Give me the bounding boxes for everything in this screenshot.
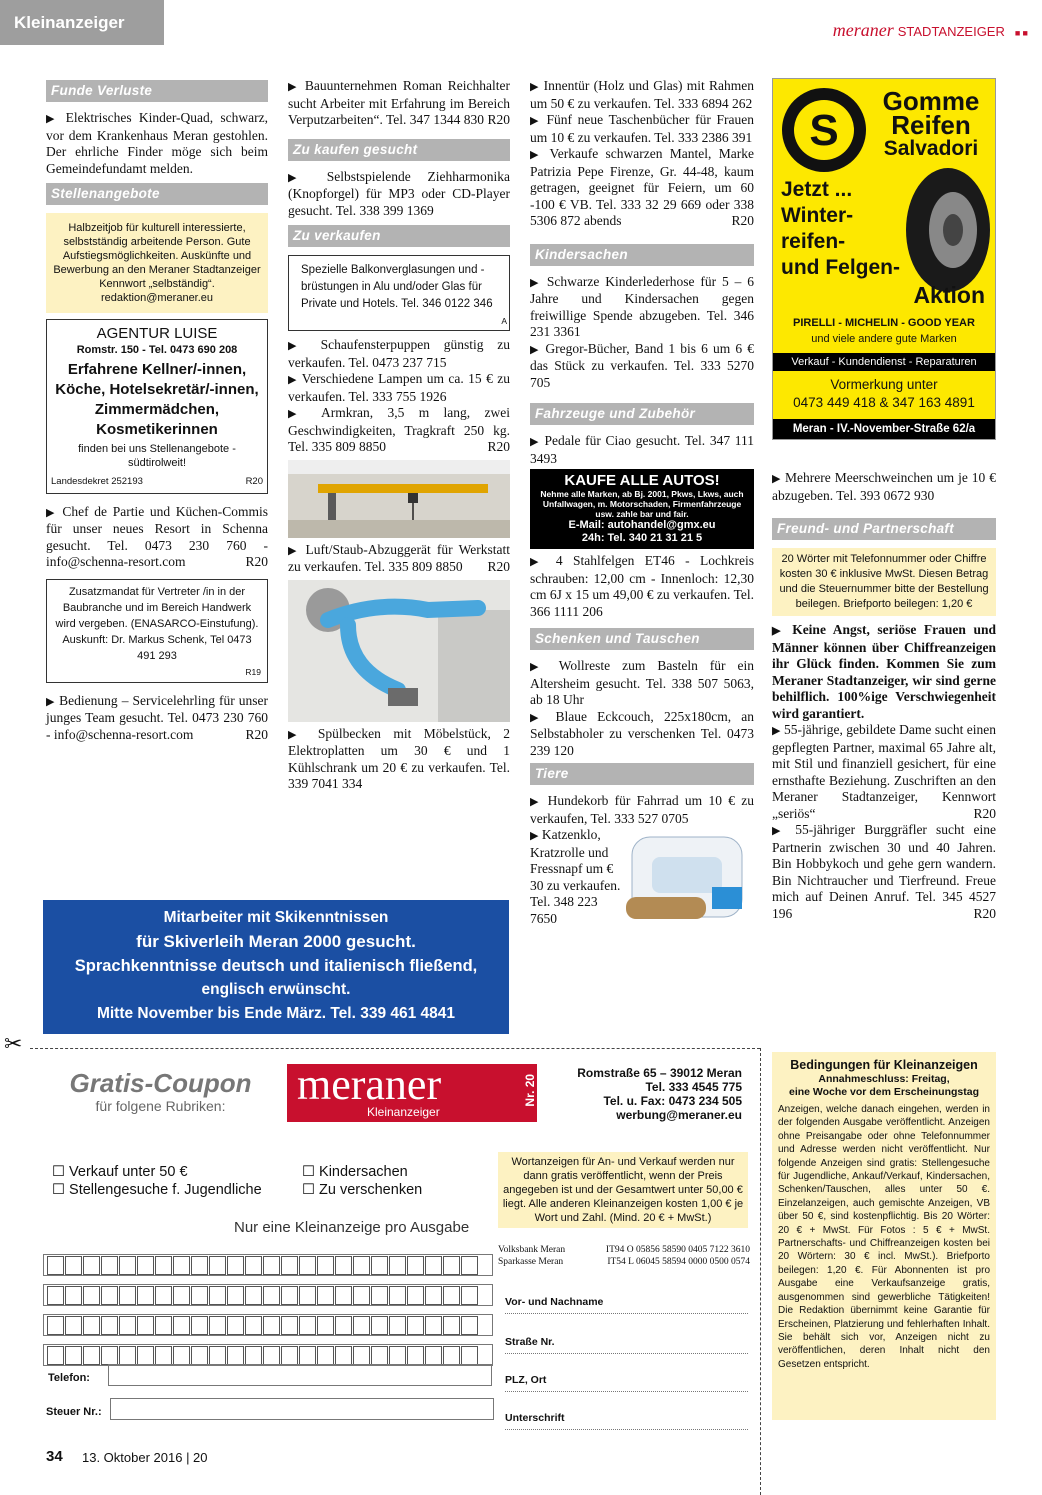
- letter-cell[interactable]: [47, 1346, 64, 1365]
- letter-cell[interactable]: [83, 1346, 100, 1365]
- ad-bauunternehmen: ▶ Bauunternehmen Roman Reichhalter sucht Arbeiter mit Erfahrung im Bereich Verputzarbeiten“. Tel. 347 1344 830 R20: [288, 78, 510, 127]
- letter-cell[interactable]: [245, 1286, 262, 1305]
- field-strasse[interactable]: Straße Nr.: [505, 1314, 748, 1354]
- letter-cell[interactable]: [407, 1286, 424, 1305]
- letter-cell[interactable]: [263, 1346, 280, 1365]
- address-fields: [505, 1282, 748, 1430]
- aktion: Aktion: [913, 282, 985, 308]
- banner-line3: Sprachkenntnisse deutsch und italienisch fließend,: [74, 957, 478, 975]
- letter-cell[interactable]: [209, 1346, 226, 1365]
- letter-cell[interactable]: [173, 1346, 190, 1365]
- banner-line4: englisch erwünscht.: [201, 981, 351, 998]
- letter-cell[interactable]: [137, 1286, 154, 1305]
- gomme-line3: Salvadori: [883, 137, 979, 160]
- ad-agentur-luise: [46, 319, 268, 494]
- letter-cell[interactable]: [227, 1316, 244, 1335]
- letter-cell[interactable]: [137, 1316, 154, 1335]
- letter-cell[interactable]: [425, 1286, 442, 1305]
- ad-text: Schwarze Kinderlederhose für 5 – 6 Jahre und Kindersachen gegen freiwillige Spende abzugeben. Tel. 346 231 3361: [530, 273, 754, 339]
- banner-line1: Mitarbeiter mit Skikenntnissen: [163, 909, 389, 926]
- letter-cell[interactable]: [425, 1316, 442, 1335]
- ad-kinder-quad: ▶ Elektrisches Kinder-Quad, schwarz, vor dem Krankenhaus Meran gestohlen. Der ehrliche Finder möge sich beim Gemeindefundamt melden.: [46, 110, 268, 176]
- bank2-name: Sparkasse Meran: [498, 1257, 564, 1267]
- ad-text: Selbstspielende Ziehharmonika (Knopforgel) für MP3 oder CD-Player gesucht. Tel. 338 399 1369: [288, 168, 510, 218]
- vormerkung: Vormerkung unter: [830, 377, 938, 392]
- letter-cell[interactable]: [191, 1346, 208, 1365]
- ad-vertreter: [46, 579, 268, 683]
- ad-text: Fünf neue Taschenbücher für Frauen um 10 € zu verkaufen. Tel. 333 2386 391: [530, 112, 754, 145]
- ad-hundekorb: ▶ Hundekorb für Fahrrad um 10 € zu verkaufen, Tel. 333 527 0705: [530, 793, 754, 826]
- column-4: [772, 470, 996, 922]
- steuer-label: Steuer Nr.:: [46, 1406, 102, 1418]
- letter-cell[interactable]: [317, 1316, 334, 1335]
- ad-skiverleih-banner: [43, 900, 509, 1034]
- letter-cell[interactable]: [65, 1256, 82, 1275]
- letter-cell[interactable]: [245, 1346, 262, 1365]
- reifen: reifen-: [781, 230, 846, 253]
- ad-ref: R20: [973, 805, 996, 821]
- photo-abzuggeraet: [288, 580, 510, 722]
- letter-cell[interactable]: [371, 1316, 388, 1335]
- ad-kaufe-alle-autos: [530, 469, 754, 549]
- letter-cell[interactable]: [227, 1256, 244, 1275]
- letter-cell[interactable]: [389, 1256, 406, 1275]
- letter-cell[interactable]: [317, 1346, 334, 1365]
- armkran-image: [288, 460, 510, 538]
- bank-details: [498, 1244, 750, 1268]
- ad-text: Chef de Partie und Küchen-Commis für unser neues Resort in Schenna gesucht. Tel. 0473 230 760 - info@schenna-resort.com: [46, 503, 268, 569]
- addr2: Tel. 333 4545 775: [645, 1080, 742, 1094]
- letter-cell[interactable]: [443, 1286, 460, 1305]
- addr1: Romstraße 65 – 39012 Meran: [577, 1066, 742, 1080]
- letter-cell[interactable]: [389, 1316, 406, 1335]
- letter-cell[interactable]: [299, 1346, 316, 1365]
- letter-cell[interactable]: [155, 1316, 172, 1335]
- photo-armkran: [288, 460, 510, 538]
- luise-dekret: Landesdekret 252193: [51, 476, 143, 487]
- ad-eckcouch: ▶ Blaue Eckcouch, 225x180cm, an Selbstabholer zu verschenken Tel. 0473 239 120: [530, 708, 755, 758]
- letter-cell[interactable]: [155, 1346, 172, 1365]
- grid-row-1[interactable]: [43, 1254, 493, 1276]
- field-plz-ort[interactable]: PLZ, Ort: [505, 1354, 748, 1392]
- letter-cell[interactable]: [227, 1346, 244, 1365]
- ad-text: Bauunternehmen Roman Reichhalter sucht Arbeiter mit Erfahrung im Bereich Verputzarbeiten“. Tel. 347 1344 830: [288, 78, 510, 127]
- ad-text: Hundekorb für Fahrrad um 10 € zu verkaufen, Tel. 333 527 0705: [530, 793, 754, 826]
- letter-cell[interactable]: [101, 1346, 118, 1365]
- section-fahrzeuge: Fahrzeuge und Zubehör: [530, 403, 754, 425]
- ad-text: Luft/Staub-Abzuggerät für Werkstatt zu verkaufen. Tel. 335 809 8850: [288, 541, 511, 574]
- ad-katzenklo: ▶ Katzenklo, Kratzrolle und Fressnapf um € 30 zu verkaufen. Tel. 348 223 7650: [530, 827, 621, 926]
- conditions-title: Bedingungen für Kleinanzeigen: [790, 1058, 978, 1072]
- cut-line-v: [760, 1048, 761, 1495]
- letter-cell[interactable]: [173, 1286, 190, 1305]
- winter-text: [781, 177, 900, 281]
- section-stellenangebote: Stellenangebote: [46, 183, 268, 205]
- letter-cell[interactable]: [461, 1346, 478, 1365]
- section-tiere: Tiere: [530, 763, 754, 785]
- ad-ziehharmonika: ▶ Selbstspielende Ziehharmonika (Knopforgel) für MP3 oder CD-Player gesucht. Tel. 338 399 1369: [288, 168, 510, 218]
- letter-cell[interactable]: [281, 1256, 298, 1275]
- letter-cell[interactable]: [209, 1286, 226, 1305]
- letter-cell[interactable]: [47, 1256, 64, 1275]
- ad-text: 55-jährige, gebildete Dame sucht einen gepflegten Partner, maximal 65 Jahre alt, mit Stil und finanziell gesichert, für eine ernsthafte Beziehung. Zuschriften an den Meraner Stadtanzeiger, Kennwort „seriös“: [772, 722, 997, 821]
- coupon-heading: [48, 1068, 273, 1115]
- ad-gregor: ▶ Gregor-Bücher, Band 1 bis 6 um 6 € das Stück zu verkaufen. Tel. 333 5270 705: [530, 340, 754, 390]
- logo-text: meraner: [297, 1060, 442, 1109]
- steuer-field[interactable]: [110, 1398, 494, 1420]
- coupon-text-grid: [43, 1254, 493, 1366]
- section-zu-verkaufen: Zu verkaufen: [288, 225, 510, 247]
- ad-text: Pedale für Ciao gesucht. Tel. 347 111 3493: [530, 433, 755, 466]
- ad-armkran: ▶ Armkran, 3,5 m lang, zwei Geschwindigkeiten, Tragkraft 250 kg. Tel. 335 809 8850 R20: [288, 405, 510, 454]
- ad-ref: R20: [487, 439, 510, 454]
- brand-suffix: STADTANZEIGER: [897, 24, 1005, 39]
- letter-cell[interactable]: [335, 1256, 352, 1275]
- luise-headline: Erfahrene Kellner/-innen, Köche, Hotelsekretär/-innen, Zimmermädchen, Kosmetikerinnen: [55, 361, 259, 438]
- letter-cell[interactable]: [137, 1256, 154, 1275]
- ad-halbzeitjob: Halbzeitjob für kulturell interessierte, selbstständig arbeitende Person. Gute Aufstiegsmöglichkeiten. Auskünfte und Bewerbung an den Meraner Stadtanzeiger Kennwort „selbständig“. redaktion@meraner.eu: [46, 213, 268, 313]
- meraner-logo: [287, 1060, 538, 1122]
- ad-bedienung: ▶ Bedienung – Servicelehrling für unser junges Team gesucht. Tel. 0473 230 760 - info@schenna-resort.com R20: [46, 692, 268, 742]
- tire-icon: [903, 165, 993, 295]
- letter-cell[interactable]: [299, 1286, 316, 1305]
- bank2: [498, 1256, 750, 1268]
- ad-ref: R20: [245, 726, 268, 742]
- letter-cell[interactable]: [101, 1316, 118, 1335]
- ad-abzuggeraet: ▶ Luft/Staub-Abzuggerät für Werkstatt zu verkaufen. Tel. 335 809 8850 R20: [288, 541, 511, 574]
- section-freund-partnerschaft: Freund- und Partnerschaft: [772, 518, 996, 540]
- letter-cell[interactable]: [209, 1316, 226, 1335]
- ad-text: Mehrere Meerschweinchen um je 10 € abzugeben. Tel. 393 0672 930: [772, 470, 996, 503]
- autos-tel: 24h: Tel. 340 21 31 21 5: [581, 532, 703, 544]
- letter-cell[interactable]: [83, 1286, 100, 1305]
- letter-cell[interactable]: [263, 1316, 280, 1335]
- letter-cell[interactable]: [461, 1256, 478, 1275]
- gomme-line2: Reifen: [891, 110, 971, 140]
- letter-cell[interactable]: [155, 1256, 172, 1275]
- ad-meerschweinchen: ▶ Mehrere Meerschweinchen um je 10 € abzugeben. Tel. 393 0672 930: [772, 470, 996, 503]
- letter-cell[interactable]: [263, 1286, 280, 1305]
- letter-cell[interactable]: [353, 1256, 370, 1275]
- luise-title: AGENTUR LUISE: [96, 325, 218, 342]
- ad-text: Blaue Eckcouch, 225x180cm, an Selbstabholer zu verschenken Tel. 0473 239 120: [530, 708, 755, 758]
- letter-cell[interactable]: [443, 1346, 460, 1365]
- letter-cell[interactable]: [353, 1346, 370, 1365]
- letter-cell[interactable]: [407, 1346, 424, 1365]
- letter-cell[interactable]: [119, 1256, 136, 1275]
- ad-text: Elektrisches Kinder-Quad, schwarz, vor dem Krankenhaus Meran gestohlen. Der ehrliche Finder möge sich beim Gemeindefundamt melden.: [46, 110, 268, 176]
- letter-cell[interactable]: [119, 1286, 136, 1305]
- letter-cell[interactable]: [299, 1256, 316, 1275]
- letter-cell[interactable]: [263, 1256, 280, 1275]
- ad-balkon: [288, 255, 510, 331]
- ad-ref: R20: [487, 112, 510, 127]
- ad-text: Verschiedene Lampen um ca. 15 € zu verkaufen. Tel. 333 755 1926: [288, 371, 511, 404]
- conditions-sub2: eine Woche vor dem Erscheinungstag: [788, 1086, 980, 1098]
- letter-cell[interactable]: [281, 1286, 298, 1305]
- salvadori-logo-icon: [779, 85, 869, 175]
- option-stellengesuche[interactable]: ☐ Stellengesuche f. Jugendliche: [52, 1182, 262, 1198]
- tire-brands2: und viele andere gute Marken: [811, 333, 957, 345]
- banner-line5: Mitte November bis Ende März. Tel. 339 461 4841: [96, 1005, 456, 1022]
- ad-text: Katzenklo, Kratzrolle und Fressnapf um € 30 zu verkaufen. Tel. 348 223 7650: [530, 827, 621, 926]
- tire-service: Verkauf - Kundendienst - Reparaturen: [773, 353, 995, 371]
- luise-ref: R20: [245, 476, 263, 487]
- coupon-options-left: [52, 1163, 262, 1199]
- column-3: [530, 78, 754, 927]
- letter-cell[interactable]: [299, 1316, 316, 1335]
- letter-cell[interactable]: [47, 1316, 64, 1335]
- column-1: [46, 78, 268, 743]
- ad-text: Bedienung – Servicelehrling für unser junges Team gesucht. Tel. 0473 230 760 - info@schenna-resort.com: [46, 692, 268, 742]
- option-verkauf[interactable]: ☐ Verkauf unter 50 €: [52, 1164, 188, 1180]
- issue-date: 13. Oktober 2016 | 20: [82, 1450, 208, 1465]
- letter-cell[interactable]: [335, 1316, 352, 1335]
- letter-cell[interactable]: [245, 1256, 262, 1275]
- letter-cell[interactable]: [353, 1286, 370, 1305]
- letter-cell[interactable]: [425, 1346, 442, 1365]
- gomme-line1: Gomme: [882, 86, 980, 116]
- letter-cell[interactable]: [155, 1286, 172, 1305]
- svg-text:S: S: [809, 106, 839, 155]
- letter-cell[interactable]: [443, 1256, 460, 1275]
- conditions-sub1: Annahmeschluss: Freitag,: [818, 1073, 950, 1085]
- section-zu-kaufen-gesucht: Zu kaufen gesucht: [288, 139, 510, 161]
- scissors-icon: ✂: [4, 1031, 23, 1056]
- letter-cell[interactable]: [209, 1256, 226, 1275]
- letter-cell[interactable]: [191, 1316, 208, 1335]
- brand-marks: ■ ■: [1014, 28, 1028, 38]
- brand-header: [833, 22, 1028, 42]
- coupon-options-right: [302, 1163, 422, 1199]
- bank2-iban: IT54 L 06045 58594 0000 0500 0574: [607, 1257, 750, 1267]
- banner-line2: für Skiverleih Meran 2000 gesucht.: [136, 932, 416, 951]
- field-name[interactable]: Vor- und Nachname: [505, 1282, 748, 1314]
- coupon-title: Gratis-Coupon: [69, 1068, 252, 1098]
- ad-text: 55-jähriger Burggräfler sucht eine Partnerin zwischen 30 und 40 Jahren. Bin Hobbykoch und gehe gern wandern. Bin Nichtraucher und Tierfreund. Freue mich auf Deinen Anruf. Tel. 345 4527 196: [772, 822, 996, 921]
- gomme-title: [869, 86, 993, 161]
- balkon-ref: A: [501, 316, 507, 326]
- ad-text: Schaufensterpuppen günstig zu verkaufen. Tel. 0473 237 715: [288, 337, 510, 370]
- section-tab: Kleinanzeiger: [0, 0, 164, 45]
- ad-text: Armkran, 3,5 m lang, zwei Geschwindigkeiten, Tragkraft 250 kg. Tel. 335 809 8850: [288, 405, 510, 454]
- ad-burggraefler: ▶ 55-jähriger Burggräfler sucht eine Partnerin zwischen 30 und 40 Jahren. Bin Hobbykoch und gehe gern wandern. Bin Nichtraucher und Tierfreund. Freue mich auf Deinen Anruf. Tel. 345 4527 196 R20: [772, 822, 996, 921]
- letter-cell[interactable]: [335, 1346, 352, 1365]
- katzenklo-image: [622, 827, 752, 939]
- luise-footer: [51, 474, 263, 491]
- letter-cell[interactable]: [353, 1316, 370, 1335]
- letter-cell[interactable]: [317, 1256, 334, 1275]
- page-number: 34: [46, 1448, 63, 1465]
- letter-cell[interactable]: [371, 1256, 388, 1275]
- freund-box: 20 Wörter mit Telefonnummer oder Chiffre kosten 30 € inklusive MwSt. Diesen Betrag und die Steuernummer bitte der Bestellung beilegen. Briefporto beilegen: 1,20 €: [772, 548, 996, 616]
- letter-cell[interactable]: [371, 1346, 388, 1365]
- ad-lampen: ▶ Verschiedene Lampen um ca. 15 € zu verkaufen. Tel. 333 755 1926: [288, 371, 511, 404]
- luise-address: Romstr. 150 - Tel. 0473 690 208: [76, 344, 238, 356]
- cut-line-h: [30, 1048, 760, 1049]
- ad-katzenklo-wrap: [530, 827, 754, 927]
- ad-schaufensterpuppen: ▶ Schaufensterpuppen günstig zu verkaufen. Tel. 0473 237 715: [288, 337, 510, 370]
- ad-ref: R20: [487, 559, 510, 574]
- vertreter-text: Zusatzmandat für Vertreter /in in der Baubranche und im Bereich Handwerk wird vergeben. (ENASARCO-Einstufung). Auskunft: Dr. Markus Schenk, Tel 0473 491 293: [55, 585, 259, 662]
- ad-ref: R20: [973, 905, 996, 921]
- bank1-name: Volksbank Meran: [498, 1245, 566, 1255]
- column-2: [288, 78, 510, 793]
- autos-email: E-Mail: autohandel@gmx.eu: [568, 519, 716, 531]
- letter-cell[interactable]: [65, 1346, 82, 1365]
- section-funde-verluste: Funde Verluste: [46, 80, 268, 102]
- letter-cell[interactable]: [317, 1286, 334, 1305]
- letter-cell[interactable]: [101, 1286, 118, 1305]
- coupon-note: Nur eine Kleinanzeige pro Ausgabe: [234, 1219, 470, 1236]
- option-verschenken[interactable]: ☐ Zu verschenken: [302, 1182, 423, 1198]
- bank1-iban: IT94 O 05856 58590 0405 7122 3610: [605, 1245, 750, 1255]
- ad-chef-de-partie: ▶ Chef de Partie und Küchen-Commis für unser neues Resort in Schenna gesucht. Tel. 0473 230 760 - info@schenna-resort.com R20: [46, 503, 268, 569]
- ad-text: 4 Stahlfelgen ET46 - Lochkreis schrauben: 12,00 cm - Innenloch: 12,30 cm 6J x 15 um 49,00 € zu verkaufen. Tel. 366 1111 206: [530, 553, 754, 619]
- balkon-text: Spezielle Balkonverglasungen und -brüstungen in Alu und/oder Glas für Private und Hotels. Tel. 346 0122 346: [301, 264, 493, 310]
- ad-text: Spülbecken mit Möbelstück, 2 Elektroplatten um 30 € und 1 Kühlschrank um 20 € zu verkaufen. Tel. 339 7041 334: [288, 725, 511, 791]
- field-unterschrift[interactable]: Unterschrift: [505, 1392, 748, 1430]
- ad-kinderlederhose: ▶ Schwarze Kinderlederhose für 5 – 6 Jahre und Kindersachen gegen freiwillige Spende abzugeben. Tel. 346 231 3361: [530, 273, 754, 339]
- letter-cell[interactable]: [407, 1316, 424, 1335]
- ad-spuelbecken: ▶ Spülbecken mit Möbelstück, 2 Elektroplatten um 30 € und 1 Kühlschrank um 20 € zu verkaufen. Tel. 339 7041 334: [288, 725, 511, 791]
- letter-cell[interactable]: [137, 1346, 154, 1365]
- brand-name: meraner: [832, 20, 894, 40]
- coupon-address: [560, 1066, 742, 1122]
- letter-cell[interactable]: [101, 1256, 118, 1275]
- letter-cell[interactable]: [65, 1286, 82, 1305]
- telefon-field[interactable]: [108, 1364, 492, 1386]
- letter-cell[interactable]: [461, 1316, 478, 1335]
- telefon-label: Telefon:: [48, 1372, 90, 1384]
- letter-cell[interactable]: [461, 1286, 478, 1305]
- logo-sub: Kleinanzeiger: [367, 1105, 440, 1119]
- letter-cell[interactable]: [335, 1286, 352, 1305]
- letter-cell[interactable]: [443, 1316, 460, 1335]
- winter: Winter-: [781, 204, 854, 227]
- ad-pedale: ▶ Pedale für Ciao gesucht. Tel. 347 111 3493: [530, 433, 755, 466]
- luise-small: finden bei uns Stellenangebote - südtirolweit!: [78, 443, 236, 469]
- ad-dame: ▶ 55-jährige, gebildete Dame sucht einen gepflegten Partner, maximal 65 Jahre alt, mit Stil und finanziell gesichert, für eine ernsthafte Beziehung. Zuschriften an den Meraner Stadtanzeiger, Kennwort „seriös“ R20: [772, 722, 997, 821]
- abzug-image: [288, 580, 510, 722]
- vormerkung-tel: 0473 449 418 & 347 163 4891: [793, 395, 975, 410]
- ad-keine-angst: ▶ Keine Angst, seriöse Frauen und Männer können über Chiffreanzeigen ihr Glück finden. Kommen Sie zum Meraner Stadtanzeiger, wir sind gerne behilflich. 100%ige Verschwiegenheit wird garantiert.: [772, 622, 996, 721]
- addr3: Tel. u. Fax: 0473 234 505: [603, 1094, 742, 1108]
- letter-cell[interactable]: [191, 1256, 208, 1275]
- letter-cell[interactable]: [119, 1316, 136, 1335]
- ad-taschenbuecher: ▶ Fünf neue Taschenbücher für Frauen um 10 € zu verkaufen. Tel. 333 2386 391: [530, 112, 754, 145]
- letter-cell[interactable]: [389, 1286, 406, 1305]
- vertreter-ref: R19: [245, 666, 261, 677]
- ad-text: Innentür (Holz und Glas) mit Rahmen um 50 € zu verkaufen. Tel. 333 6894 262: [530, 78, 754, 111]
- coupon-wort-box: Wortanzeigen für An- und Verkauf werden nur dann gratis veröffentlicht, wenn der Preis angegeben ist und der Gesamtwert unter 50,00 € liegt. Alle anderen Kleinanzeigen kosten 1,00 € je Wort und Zahl. (Mind. 20 € + MwSt.): [498, 1152, 748, 1228]
- grid-row-2[interactable]: [43, 1284, 493, 1306]
- conditions-body: Anzeigen, welche danach eingehen, werden in der folgenden Ausgabe veröffentlicht. Anzeigen ohne Preisangabe oder ohne Telefonnummer und Adresse werden nicht veröffentlicht. Nur folgende Anzeigen sind gratis: Stellengesuche für Jugendliche, Ankauf/Verkauf, Kindersachen, Schenken/Tauschen, alles unter 50 €. Einzelanzeigen, auch gemischte Anzeigen, VB über 50 €, sind kostenpflichtig. Bis 20 Wörter: 20 € + MwSt. Für Fotos : 5 € + MwSt. Partnerschafts- und Chiffreanzeigen kosten bei 20 Wörtern: 30 € incl. MwSt.). Briefporto beilegen: 1,20 €. Für Abonnenten ist pro Ausgabe eine Verkaufsanzeige gratis, ausgenommen sind gewerbliche Tätigkeiten! Die Redaktion übernimmt keine Garantie für Erscheinen, Platzierung und fehlerhaften Inhalt. Sie behält sich vor, Anzeigen nicht zu veröffentlichen, deren Inhalt nicht den Gesetzen entspricht.: [778, 1104, 990, 1370]
- ad-ref: R20: [245, 554, 268, 569]
- logo-nr: Nr. 20: [523, 1073, 538, 1107]
- autos-title: KAUFE ALLE AUTOS!: [564, 472, 720, 489]
- letter-cell[interactable]: [83, 1256, 100, 1275]
- ad-mantel: ▶ Verkaufe schwarzen Mantel, Marke Patrizia Pepe Firenze, Gr. 44-48, kaum getragen, geeignet für Feiern, um 60 -100 € VB. Tel. 333 32 29 669 oder 338 5306 872 abends R20: [530, 146, 754, 228]
- ad-gomme-salvadori: [772, 78, 996, 440]
- letter-cell[interactable]: [389, 1346, 406, 1365]
- option-kindersachen[interactable]: ☐ Kindersachen: [302, 1164, 408, 1180]
- addr4: werbung@meraner.eu: [616, 1108, 742, 1122]
- conditions-box: [772, 1052, 996, 1420]
- letter-cell[interactable]: [47, 1286, 64, 1305]
- letter-cell[interactable]: [227, 1286, 244, 1305]
- letter-cell[interactable]: [407, 1256, 424, 1275]
- letter-cell[interactable]: [119, 1346, 136, 1365]
- bank1: [498, 1244, 750, 1256]
- section-kindersachen: Kindersachen: [530, 244, 754, 266]
- letter-cell[interactable]: [173, 1256, 190, 1275]
- tire-address: Meran - IV.-November-Straße 62/a: [773, 419, 995, 439]
- autos-text: Nehme alle Marken, ab Bj. 2001, Pkws, Lkws, auch Unfallwagen, m. Motorschaden, Firmenfahrzeuge usw. zahle bar und fair.: [540, 489, 744, 519]
- grid-row-4[interactable]: [43, 1344, 493, 1366]
- tire-brands: PIRELLI - MICHELIN - GOOD YEAR: [793, 317, 975, 329]
- letter-cell[interactable]: [281, 1346, 298, 1365]
- letter-cell[interactable]: [173, 1316, 190, 1335]
- ad-text: Wollreste zum Basteln für ein Altersheim gesucht. Tel. 338 507 5063, ab 18 Uhr: [530, 658, 754, 707]
- ad-innentuer: ▶ Innentür (Holz und Glas) mit Rahmen um 50 € zu verkaufen. Tel. 333 6894 262: [530, 78, 754, 111]
- coupon-subtitle: für folgene Rubriken:: [95, 1098, 226, 1114]
- section-schenken-tauschen: Schenken und Tauschen: [530, 628, 754, 650]
- letter-cell[interactable]: [425, 1256, 442, 1275]
- letter-cell[interactable]: [83, 1316, 100, 1335]
- ad-wollreste: ▶ Wollreste zum Basteln für ein Altersheim gesucht. Tel. 338 507 5063, ab 18 Uhr: [530, 658, 754, 707]
- jetzt: Jetzt ...: [781, 178, 853, 201]
- ad-stahlfelgen: ▶ 4 Stahlfelgen ET46 - Lochkreis schrauben: 12,00 cm - Innenloch: 12,30 cm 6J x 15 um 49,00 € zu verkaufen. Tel. 366 1111 206: [530, 553, 754, 619]
- letter-cell[interactable]: [245, 1316, 262, 1335]
- letter-cell[interactable]: [65, 1316, 82, 1335]
- und-felgen: und Felgen-: [781, 256, 900, 279]
- letter-cell[interactable]: [371, 1286, 388, 1305]
- ad-ref: R20: [731, 213, 754, 228]
- letter-cell[interactable]: [191, 1286, 208, 1305]
- letter-cell[interactable]: [281, 1316, 298, 1335]
- ad-text: Verkaufe schwarzen Mantel, Marke Patrizia Pepe Firenze, Gr. 44-48, kaum getragen, geeignet für Feiern, um 60 -100 € VB. Tel. 333 32 29 669 oder 338 5306 872 abends: [530, 146, 754, 228]
- ad-text: Gregor-Bücher, Band 1 bis 6 um 6 € das Stück zu verkaufen. Tel. 333 5270 705: [530, 340, 754, 390]
- grid-row-3[interactable]: [43, 1314, 493, 1336]
- ad-text: Keine Angst, seriöse Frauen und Männer können über Chiffreanzeigen ihr Glück finden. Kommen Sie zum Meraner Stadtanzeiger, wir sind gerne behilflich. 100%ige Verschwiegenheit wird garantiert.: [772, 622, 996, 721]
